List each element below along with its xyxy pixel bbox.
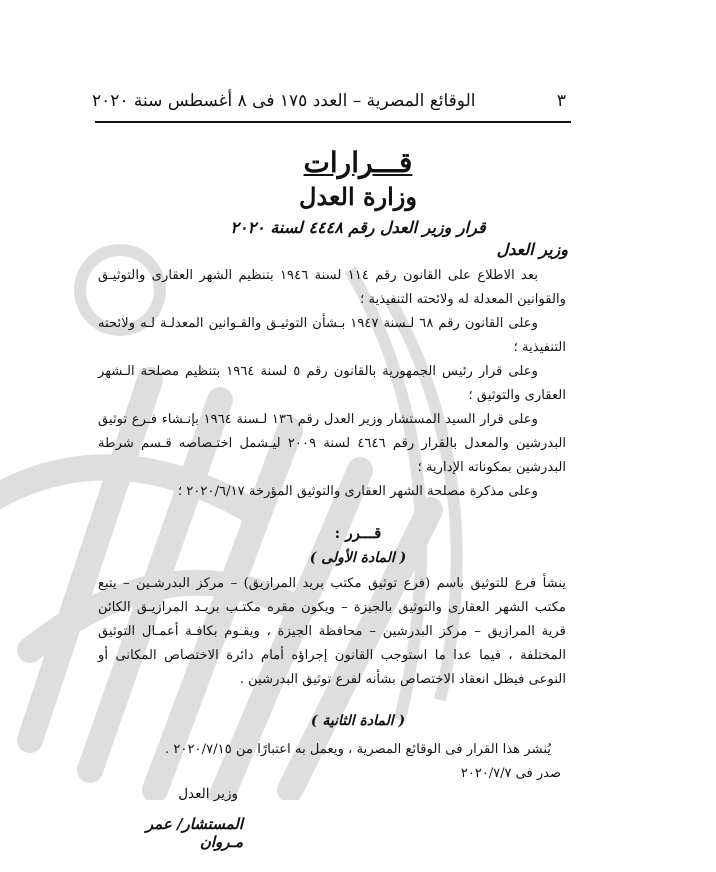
preamble — [98, 264, 566, 504]
decided-heading: قـــرر : — [334, 524, 382, 542]
article-2-text: يُنشر هذا القرار فى الوقائع المصرية ، ويعمل به اعتبارًا من ٢٠٢٠/٧/١٥ . — [164, 742, 551, 757]
article-2-heading: ( المادة الثانية ) — [310, 713, 406, 729]
decisions-heading: قـــرارات — [303, 146, 413, 179]
issue-date: صدر فى ٢٠٢٠/٧/٧ — [460, 766, 561, 781]
preamble-clause: وعلى القانون رقم ٦٨ لـسنة ١٩٤٧ بـشأن التوثيـق والقـوانين المعدلـة لـه ولائحته التنفيذية ؛ — [98, 316, 566, 355]
preamble-clause: وعلى قرار السيد المستشار وزير العدل رقم ١٣٦ لـسنة ١٩٦٤ بإنـشاء فـرع توثيق البدرشين والمعدل بالقرار رقم ٤٦٤٦ لسنة ٢٠٠٩ ليـشمل اختـصاصه قـسم شرطة البدرشين بمكوناته الإدارية ؛ — [98, 412, 567, 475]
article-1-heading: ( المادة الأولى ) — [309, 550, 407, 566]
article-1-body — [98, 572, 566, 692]
issuer-label: وزير العدل — [496, 240, 568, 259]
preamble-clause: وعلى مذكرة مصلحة الشهر العقارى والتوثيق المؤرخة ٢٠٢٠/٦/١٧ ؛ — [177, 484, 538, 499]
signature-title: وزير العدل — [178, 786, 238, 802]
header-divider — [95, 121, 571, 123]
signature-name: المستشار/ عمر مـروان — [145, 815, 243, 851]
gazette-issue-line: الوقائع المصرية – العدد ١٧٥ فى ٨ أغسطس سنة ٢٠٢٠ — [92, 91, 476, 111]
page-number: ٣ — [556, 91, 566, 111]
decree-title: قرار وزير العدل رقم ٤٤٤٨ لسنة ٢٠٢٠ — [230, 218, 486, 237]
ministry-heading: وزارة العدل — [299, 182, 417, 211]
article-1-text: ينشأ فرع للتوثيق باسم (فرع توثيق مكتب بريد المرازيق) – مركز البدرشـين – يتبع مكتب الشهر العقارى والتوثيق بالجيزة – ويكون مقره مكتـب بريـد المرازيـق الكائن قرية المرازيق – مركز البدرشين – محافظة الجيزة ، ويقـوم بكافـة أعمـال التوثيق المختلفة ، فيما عدا ما استوجب القانون إجراؤه أمام دائرة الاختصاص المكانى أو النوعى فيظل انعقاد الاختصاص بشأنه لفرع توثيق البدرشين . — [98, 576, 566, 687]
preamble-clause: وعلى قرار رئيس الجمهورية بالقانون رقم ٥ لسنة ١٩٦٤ بتنظيم مصلحة الـشهر العقارى والتوثيق ؛ — [98, 364, 566, 403]
page-header — [92, 86, 566, 116]
preamble-clause: بعد الاطلاع على القانون رقم ١١٤ لسنة ١٩٤٦ بتنظيم الشهر العقارى والتوثيـق والقوانين المعدلة له ولائحته التنفيذية ؛ — [98, 268, 566, 307]
